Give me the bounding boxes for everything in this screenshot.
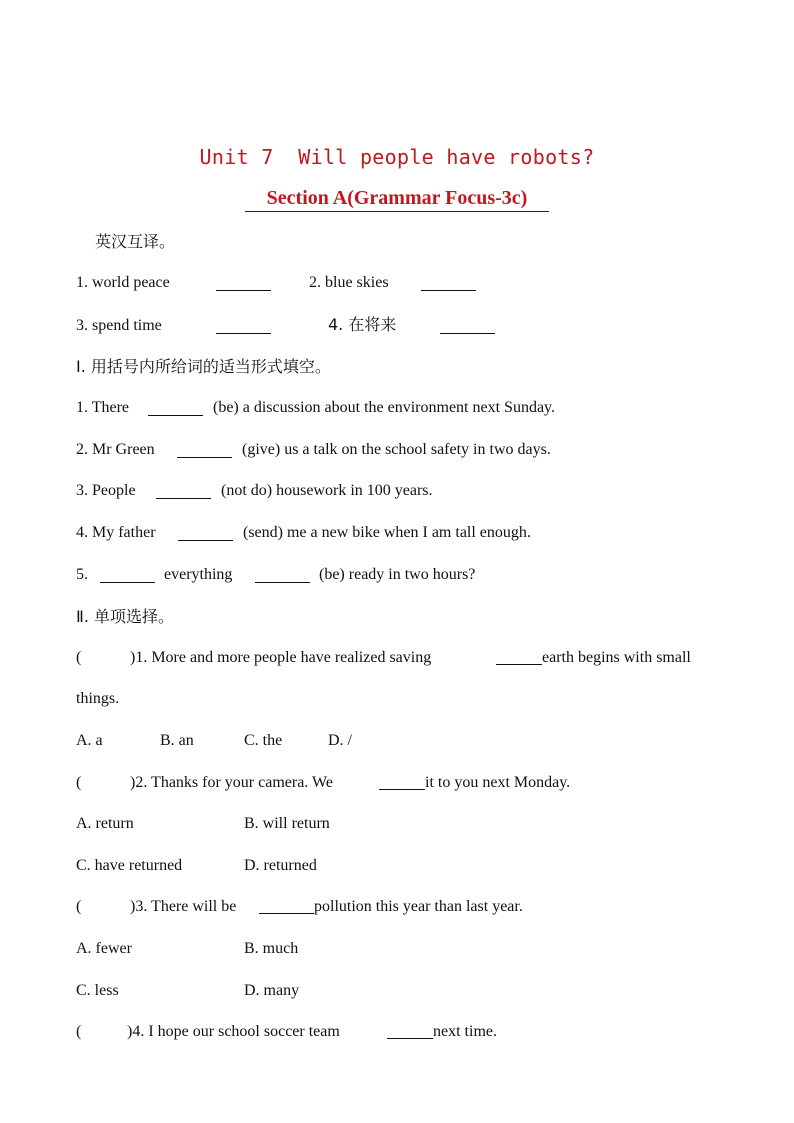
answer-blank[interactable] (259, 899, 314, 914)
part1-item-5-mid: everything (164, 566, 233, 583)
q1-text-cont: things. (76, 690, 120, 707)
part1-item-4-end: (send) me a new bike when I am tall enough. (243, 524, 531, 541)
page-title: Unit 7 Will people have robots? (199, 145, 595, 169)
answer-blank[interactable] (177, 443, 232, 458)
section-subtitle: Section A(Grammar Focus-3c) (245, 186, 550, 212)
answer-blank[interactable] (216, 319, 271, 334)
q3-text-end: pollution this year than last year. (314, 898, 523, 915)
part1-item-2-end: (give) us a talk on the school safety in two days. (242, 441, 551, 458)
part1-item-1-end: (be) a discussion about the environment next Sunday. (213, 399, 555, 416)
part1-item-1-start: 1. There (76, 399, 130, 416)
answer-blank[interactable] (100, 568, 155, 583)
part1-item-3-end: (not do) housework in 100 years. (221, 482, 433, 499)
q1-option-b[interactable]: B. an (160, 732, 194, 749)
q1-text: )1. More and more people have realized saving (130, 649, 432, 666)
q1-text-end: earth begins with small (542, 649, 691, 666)
answer-blank[interactable] (255, 568, 310, 583)
q4-paren-open: ( (76, 1023, 82, 1040)
answer-blank[interactable] (216, 276, 271, 291)
q2-option-b[interactable]: B. will return (244, 815, 330, 832)
q3-option-c[interactable]: C. less (76, 982, 119, 999)
answer-blank[interactable] (379, 775, 425, 790)
q3-paren-open: ( (76, 898, 82, 915)
q3-option-d[interactable]: D. many (244, 982, 300, 999)
part1-item-5-end: (be) ready in two hours? (319, 566, 476, 583)
q2-option-a[interactable]: A. return (76, 815, 134, 832)
part1-heading: Ⅰ. 用括号内所给词的适当形式填空。 (76, 357, 331, 376)
part1-item-3-start: 3. People (76, 482, 136, 499)
q2-text: )2. Thanks for your camera. We (130, 774, 333, 791)
translation-item-4: 4. 在将来 (328, 315, 397, 334)
q4-text: )4. I hope our school soccer team (127, 1023, 340, 1040)
part1-item-4-start: 4. My father (76, 524, 156, 541)
q2-text-end: it to you next Monday. (425, 774, 571, 791)
q1-option-d[interactable]: D. / (328, 732, 352, 749)
part2-heading: Ⅱ. 单项选择。 (76, 607, 175, 626)
q1-option-c[interactable]: C. the (244, 732, 283, 749)
translation-heading: 英汉互译。 (95, 232, 176, 251)
q2-paren-open: ( (76, 774, 82, 791)
q1-paren-open: ( (76, 649, 82, 666)
answer-blank[interactable] (148, 401, 203, 416)
answer-blank[interactable] (440, 319, 495, 334)
q4-text-end: next time. (433, 1023, 497, 1040)
q3-text: )3. There will be (130, 898, 237, 915)
part1-item-2-start: 2. Mr Green (76, 441, 155, 458)
q3-option-a[interactable]: A. fewer (76, 940, 132, 957)
answer-blank[interactable] (421, 276, 476, 291)
answer-blank[interactable] (496, 650, 542, 665)
translation-item-2: 2. blue skies (309, 274, 389, 291)
q1-option-a[interactable]: A. a (76, 732, 103, 749)
translation-item-1: 1. world peace (76, 274, 170, 291)
q3-option-b[interactable]: B. much (244, 940, 299, 957)
part1-item-5-start: 5. (76, 566, 88, 583)
q2-option-d[interactable]: D. returned (244, 857, 317, 874)
subtitle-row (0, 186, 794, 212)
q2-option-c[interactable]: C. have returned (76, 857, 183, 874)
answer-blank[interactable] (156, 484, 211, 499)
answer-blank[interactable] (387, 1024, 433, 1039)
answer-blank[interactable] (178, 526, 233, 541)
translation-item-3: 3. spend time (76, 317, 162, 334)
